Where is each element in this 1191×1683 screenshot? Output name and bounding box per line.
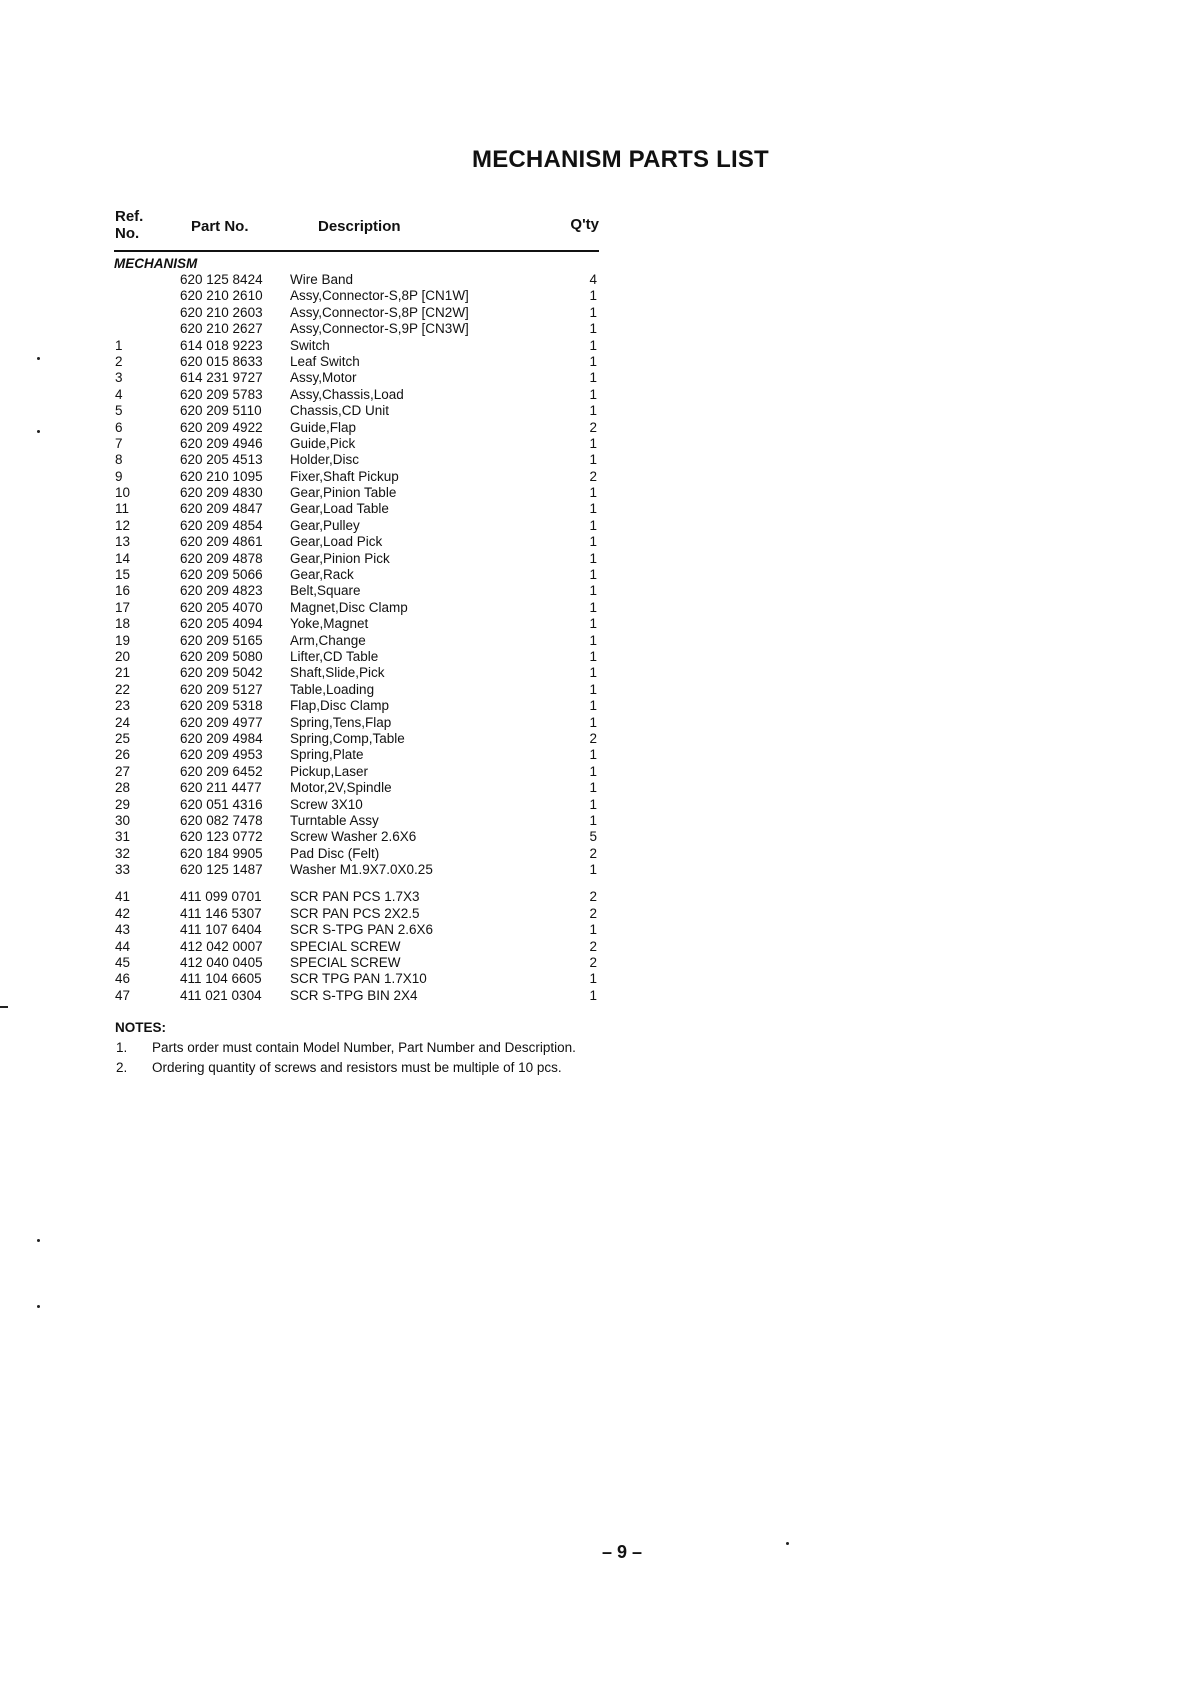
- scan-edge-mark: [0, 1006, 8, 1008]
- part-no-cell: 620 209 5783: [180, 386, 263, 402]
- part-no-cell: 620 209 5110: [180, 403, 262, 419]
- qty-cell: 2: [589, 905, 597, 921]
- header-description: Description: [318, 218, 401, 235]
- part-no-cell: 620 015 8633: [180, 353, 263, 369]
- table-row: [114, 731, 599, 747]
- qty-cell: 2: [589, 889, 597, 905]
- part-no-cell: 620 209 4984: [180, 730, 263, 746]
- ref-cell: 12: [115, 517, 131, 533]
- table-row: [114, 354, 599, 370]
- screw-rows: [114, 889, 599, 1004]
- note-item: [115, 1039, 599, 1056]
- qty-cell: 1: [589, 452, 597, 468]
- qty-cell: 1: [589, 971, 597, 987]
- ref-cell: 23: [115, 698, 131, 714]
- ref-cell: 14: [115, 550, 131, 566]
- qty-cell: 1: [589, 714, 597, 730]
- description-cell: Washer M1.9X7.0X0.25: [290, 862, 433, 878]
- description-cell: SCR TPG PAN 1.7X10: [290, 971, 427, 987]
- qty-cell: 1: [589, 501, 597, 517]
- description-cell: Chassis,CD Unit: [290, 403, 390, 419]
- ref-cell: 4: [115, 386, 123, 402]
- part-no-cell: 620 125 1487: [180, 862, 263, 878]
- ref-cell: 30: [115, 812, 131, 828]
- table-row: [114, 370, 599, 386]
- ref-cell: 15: [115, 567, 131, 583]
- ref-cell: 22: [115, 681, 131, 697]
- ref-cell: 25: [115, 730, 131, 746]
- table-row: [114, 452, 599, 468]
- description-cell: Flap,Disc Clamp: [290, 698, 390, 714]
- part-no-cell: 411 146 5307: [180, 905, 262, 921]
- qty-cell: 1: [589, 665, 597, 681]
- table-row: [114, 747, 599, 763]
- header-qty: Q'ty: [570, 216, 599, 233]
- qty-cell: 1: [589, 796, 597, 812]
- description-cell: Magnet,Disc Clamp: [290, 599, 408, 615]
- ref-cell: 24: [115, 714, 131, 730]
- part-no-cell: 620 209 4854: [180, 517, 263, 533]
- table-row: [114, 649, 599, 665]
- part-no-cell: 620 123 0772: [180, 829, 263, 845]
- part-no-cell: 620 184 9905: [180, 845, 263, 861]
- table-row: [114, 764, 599, 780]
- ref-cell: 28: [115, 780, 131, 796]
- ref-cell: 47: [115, 987, 131, 1003]
- qty-cell: 1: [589, 599, 597, 615]
- notes-heading: NOTES:: [115, 1020, 167, 1035]
- ref-cell: 29: [115, 796, 131, 812]
- notes-section: [115, 1019, 599, 1079]
- ref-cell: 31: [115, 829, 131, 845]
- description-cell: Gear,Pinion Table: [290, 485, 397, 501]
- header-ref-no: [115, 208, 155, 242]
- description-cell: Screw 3X10: [290, 796, 363, 812]
- table-row: [114, 922, 599, 938]
- ref-cell: 6: [115, 419, 123, 435]
- description-cell: SPECIAL SCREW: [290, 955, 401, 971]
- qty-cell: 2: [589, 468, 597, 484]
- ref-cell: 17: [115, 599, 131, 615]
- description-cell: Fixer,Shaft Pickup: [290, 468, 399, 484]
- qty-cell: 1: [589, 747, 597, 763]
- qty-cell: 1: [589, 485, 597, 501]
- qty-cell: 5: [589, 829, 597, 845]
- description-cell: Spring,Plate: [290, 747, 364, 763]
- table-row: [114, 321, 599, 337]
- description-cell: SPECIAL SCREW: [290, 938, 401, 954]
- qty-cell: 1: [589, 583, 597, 599]
- table-row: [114, 485, 599, 501]
- ref-cell: 16: [115, 583, 131, 599]
- description-cell: Gear,Load Table: [290, 501, 389, 517]
- qty-cell: 1: [589, 632, 597, 648]
- ref-cell: 2: [115, 353, 123, 369]
- description-cell: Wire Band: [290, 272, 354, 287]
- header-ref-line2: No.: [115, 225, 140, 242]
- page-number: – 9 –: [602, 1542, 643, 1562]
- description-cell: Lifter,CD Table: [290, 648, 379, 664]
- table-row: [114, 534, 599, 550]
- qty-cell: 1: [589, 370, 597, 386]
- section-label: MECHANISM: [114, 256, 198, 271]
- note-item: [115, 1059, 599, 1076]
- table-row: [114, 971, 599, 987]
- qty-cell: 1: [589, 812, 597, 828]
- description-cell: Arm,Change: [290, 632, 366, 648]
- description-cell: Shaft,Slide,Pick: [290, 665, 385, 681]
- ref-cell: 7: [115, 435, 123, 451]
- table-row: [114, 906, 599, 922]
- table-row: [114, 403, 599, 419]
- qty-cell: 1: [589, 862, 597, 878]
- table-row: [114, 551, 599, 567]
- table-row: [114, 272, 599, 288]
- part-no-cell: 620 209 4878: [180, 550, 263, 566]
- description-cell: Gear,Rack: [290, 567, 354, 583]
- qty-cell: 1: [589, 780, 597, 796]
- table-row: [114, 797, 599, 813]
- part-no-cell: 620 209 5165: [180, 632, 263, 648]
- table-row: [114, 829, 599, 845]
- ref-cell: 26: [115, 747, 131, 763]
- table-row: [114, 567, 599, 583]
- table-row: [114, 387, 599, 403]
- qty-cell: 1: [589, 288, 597, 304]
- part-no-cell: 620 209 5080: [180, 648, 263, 664]
- part-no-cell: 620 209 5127: [180, 681, 263, 697]
- note-text: Ordering quantity of screws and resistors must be multiple of 10 pcs.: [152, 1060, 562, 1075]
- ref-cell: 13: [115, 534, 131, 550]
- mechanism-rows: [114, 272, 599, 878]
- header-rule: [114, 250, 599, 252]
- table-row: [114, 715, 599, 731]
- part-no-cell: 620 209 4823: [180, 583, 263, 599]
- description-cell: Screw Washer 2.6X6: [290, 829, 417, 845]
- part-no-cell: 411 021 0304: [180, 987, 262, 1003]
- part-no-cell: 620 209 4830: [180, 485, 263, 501]
- part-no-cell: 620 209 5042: [180, 665, 263, 681]
- qty-cell: 1: [589, 304, 597, 320]
- part-no-cell: 620 205 4094: [180, 616, 263, 632]
- part-no-cell: 620 205 4070: [180, 599, 263, 615]
- part-no-cell: 620 205 4513: [180, 452, 263, 468]
- table-row: [114, 665, 599, 681]
- scan-speck: [37, 1305, 40, 1308]
- part-no-cell: 620 209 4847: [180, 501, 263, 517]
- ref-cell: 3: [115, 370, 123, 386]
- description-cell: Spring,Comp,Table: [290, 730, 405, 746]
- table-row: [114, 420, 599, 436]
- ref-cell: 11: [115, 501, 130, 517]
- table-row: [114, 955, 599, 971]
- table-row: [114, 518, 599, 534]
- table-row: [114, 988, 599, 1004]
- row-group-gap: [114, 878, 599, 889]
- description-cell: Assy,Chassis,Load: [290, 386, 404, 402]
- qty-cell: 1: [589, 337, 597, 353]
- table-row: [114, 780, 599, 796]
- qty-cell: 2: [589, 955, 597, 971]
- parts-table: [114, 205, 599, 1004]
- description-cell: SCR S-TPG BIN 2X4: [290, 987, 418, 1003]
- qty-cell: 1: [589, 321, 597, 337]
- qty-cell: 1: [589, 386, 597, 402]
- qty-cell: 1: [589, 648, 597, 664]
- part-no-cell: 614 018 9223: [180, 337, 263, 353]
- qty-cell: 2: [589, 419, 597, 435]
- table-row: [114, 501, 599, 517]
- ref-cell: 46: [115, 971, 131, 987]
- page-title: MECHANISM PARTS LIST: [472, 146, 769, 173]
- description-cell: Assy,Connector-S,8P [CN2W]: [290, 304, 469, 320]
- header-part-no: Part No.: [191, 218, 249, 235]
- qty-cell: 2: [589, 845, 597, 861]
- qty-cell: 1: [589, 353, 597, 369]
- description-cell: Table,Loading: [290, 681, 375, 697]
- qty-cell: 1: [589, 763, 597, 779]
- part-no-cell: 620 210 2610: [180, 288, 263, 304]
- qty-cell: 1: [589, 681, 597, 697]
- description-cell: Switch: [290, 337, 330, 353]
- scan-speck: [786, 1542, 789, 1545]
- part-no-cell: 620 210 2627: [180, 321, 263, 337]
- description-cell: Assy,Motor: [290, 370, 357, 386]
- part-no-cell: 620 209 4922: [180, 419, 263, 435]
- description-cell: Gear,Pulley: [290, 517, 360, 533]
- description-cell: SCR PAN PCS 1.7X3: [290, 889, 420, 905]
- ref-cell: 9: [115, 468, 123, 484]
- part-no-cell: 620 209 4861: [180, 534, 263, 550]
- part-no-cell: 620 211 4477: [180, 780, 262, 796]
- qty-cell: 1: [589, 987, 597, 1003]
- qty-cell: 2: [589, 730, 597, 746]
- description-cell: Spring,Tens,Flap: [290, 714, 392, 730]
- ref-cell: 21: [115, 665, 131, 681]
- description-cell: Belt,Square: [290, 583, 361, 599]
- ref-cell: 18: [115, 616, 131, 632]
- table-row: [114, 616, 599, 632]
- qty-cell: 1: [589, 550, 597, 566]
- part-no-cell: 620 209 5066: [180, 567, 263, 583]
- description-cell: Turntable Assy: [290, 812, 379, 828]
- description-cell: Guide,Flap: [290, 419, 357, 435]
- description-cell: Leaf Switch: [290, 353, 360, 369]
- part-no-cell: 620 209 4977: [180, 714, 263, 730]
- description-cell: Gear,Pinion Pick: [290, 550, 390, 566]
- qty-cell: 1: [589, 517, 597, 533]
- qty-cell: 1: [589, 616, 597, 632]
- table-header: [114, 205, 599, 247]
- table-row: [114, 338, 599, 354]
- scan-speck: [37, 357, 40, 360]
- description-cell: Motor,2V,Spindle: [290, 780, 392, 796]
- part-no-cell: 620 209 6452: [180, 763, 263, 779]
- part-no-cell: 620 125 8424: [180, 272, 263, 287]
- table-row: [114, 862, 599, 878]
- part-no-cell: 620 210 1095: [180, 468, 263, 484]
- ref-cell: 33: [115, 862, 131, 878]
- description-cell: Holder,Disc: [290, 452, 360, 468]
- ref-cell: 41: [115, 889, 131, 905]
- part-no-cell: 411 099 0701: [180, 889, 262, 905]
- description-cell: Yoke,Magnet: [290, 616, 369, 632]
- scan-speck: [37, 430, 40, 433]
- qty-cell: 1: [589, 403, 597, 419]
- note-number: 1.: [116, 1040, 128, 1055]
- table-row: [114, 583, 599, 599]
- table-row: [114, 436, 599, 452]
- part-no-cell: 620 051 4316: [180, 796, 263, 812]
- table-row: [114, 288, 599, 304]
- part-no-cell: 411 104 6605: [180, 971, 262, 987]
- part-no-cell: 614 231 9727: [180, 370, 263, 386]
- qty-cell: 1: [589, 534, 597, 550]
- table-row: [114, 633, 599, 649]
- ref-cell: 19: [115, 632, 131, 648]
- ref-cell: 20: [115, 648, 131, 664]
- table-row: [114, 682, 599, 698]
- ref-cell: 27: [115, 763, 131, 779]
- part-no-cell: 620 209 5318: [180, 698, 263, 714]
- ref-cell: 44: [115, 938, 131, 954]
- qty-cell: 1: [589, 922, 597, 938]
- qty-cell: 4: [589, 272, 597, 287]
- description-cell: SCR PAN PCS 2X2.5: [290, 905, 420, 921]
- qty-cell: 2: [589, 938, 597, 954]
- note-text: Parts order must contain Model Number, Part Number and Description.: [152, 1040, 576, 1055]
- table-row: [114, 469, 599, 485]
- table-row: [114, 305, 599, 321]
- table-row: [114, 889, 599, 905]
- ref-cell: 8: [115, 452, 123, 468]
- description-cell: Pickup,Laser: [290, 763, 369, 779]
- header-ref-line1: Ref.: [115, 208, 144, 225]
- description-cell: Pad Disc (Felt): [290, 845, 380, 861]
- description-cell: Assy,Connector-S,9P [CN3W]: [290, 321, 469, 337]
- ref-cell: 45: [115, 955, 131, 971]
- ref-cell: 5: [115, 403, 123, 419]
- description-cell: Guide,Pick: [290, 435, 356, 451]
- qty-cell: 1: [589, 567, 597, 583]
- part-no-cell: 412 040 0405: [180, 955, 263, 971]
- table-row: [114, 846, 599, 862]
- part-no-cell: 620 209 4946: [180, 435, 263, 451]
- table-row: [114, 600, 599, 616]
- qty-cell: 1: [589, 698, 597, 714]
- part-no-cell: 411 107 6404: [180, 922, 262, 938]
- ref-cell: 43: [115, 922, 131, 938]
- qty-cell: 1: [589, 435, 597, 451]
- description-cell: SCR S-TPG PAN 2.6X6: [290, 922, 434, 938]
- part-no-cell: 620 210 2603: [180, 304, 263, 320]
- ref-cell: 10: [115, 485, 131, 501]
- ref-cell: 1: [115, 337, 123, 353]
- part-no-cell: 620 082 7478: [180, 812, 263, 828]
- description-cell: Gear,Load Pick: [290, 534, 383, 550]
- ref-cell: 42: [115, 905, 131, 921]
- scan-speck: [37, 1239, 40, 1242]
- note-number: 2.: [116, 1060, 128, 1075]
- table-row: [114, 939, 599, 955]
- part-no-cell: 620 209 4953: [180, 747, 263, 763]
- ref-cell: 32: [115, 845, 131, 861]
- description-cell: Assy,Connector-S,8P [CN1W]: [290, 288, 469, 304]
- part-no-cell: 412 042 0007: [180, 938, 263, 954]
- table-row: [114, 698, 599, 714]
- table-row: [114, 813, 599, 829]
